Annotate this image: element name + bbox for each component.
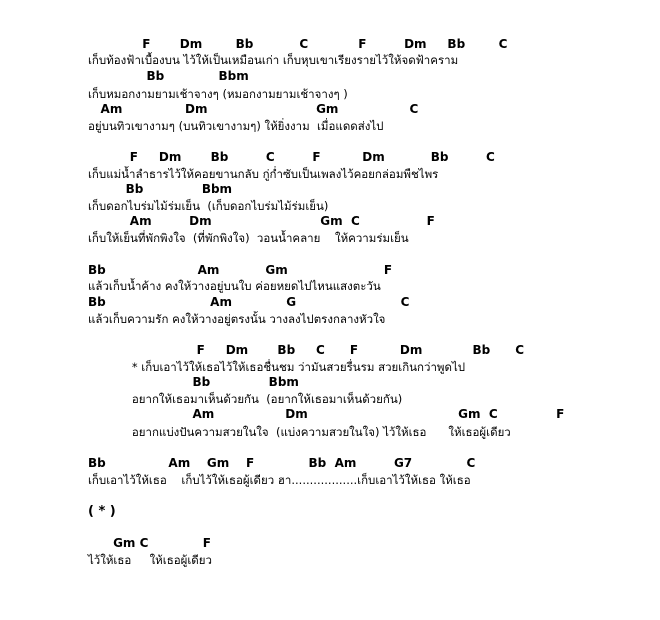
lyric-line: เก็บท้องฟ้าเบื้องบน ไว้ให้เป็นเหมือนเก่า เก็บหุบเขาเรียงรายไว้ให้จดฟ้าคราม <box>88 53 459 67</box>
lyric-line: ไว้ให้เธอ ให้เธอผู้เดียว <box>88 553 212 567</box>
lyric-line: * เก็บเอาไว้ให้เธอไว้ให้เธอชื่นชม ว่ามันสวยรื่นรม สวยเกินกว่าพูดไป <box>88 360 466 374</box>
chord-line: Bb Am Gm F <box>88 263 393 277</box>
chord-line: Bb Bbm <box>88 182 233 196</box>
chorus-repeat-marker: ( * ) <box>88 504 116 519</box>
lyric-line: เก็บเอาไว้ให้เธอ เก็บไว้ให้เธอผู้เดียว ฮา..................เก็บเอาไว้ให้เธอ ให้เธอ <box>88 473 471 487</box>
lyric-line: แล้วเก็บความรัก คงให้วางอยู่ตรงนั้น วางลงไปตรงกลางหัวใจ <box>88 312 386 326</box>
chord-line: Bb Am G C <box>88 295 410 309</box>
chord-line: Am Dm Gm C F <box>88 407 565 421</box>
lyric-line: เก็บให้เย็นที่พักพิงใจ (ที่พักพิงใจ) วอนน้ำคลาย ให้ความร่มเย็น <box>88 231 409 245</box>
lyric-line: เก็บแม่น้ำลำธารไว้ให้คอยขานกลับ กู่ก่ำซับเป็นเพลงไว้คอยกล่อมพืชไพร <box>88 167 439 181</box>
chord-line: Bb Bbm <box>88 375 299 389</box>
chord-line: Am Dm Gm C F <box>88 214 435 228</box>
lyric-line: อยากแบ่งปันความสวยในใจ (แบ่งความสวยในใจ) ไว้ให้เธอ ให้เธอผู้เดียว <box>88 425 511 439</box>
chord-line: Bb Am Gm F Bb Am G7 C <box>88 456 476 470</box>
chord-line: F Dm Bb C F Dm Bb C <box>88 150 495 164</box>
lyric-line: อยู่บนทิวเขางามๆ (บนทิวเขางามๆ) ให้ยิ่งงาม เมื่อแดดส่งไป <box>88 119 384 133</box>
chord-line: Gm C F <box>88 536 211 550</box>
lyric-line: แล้วเก็บน้ำค้าง คงให้วางอยู่บนใบ ค่อยหยดไปไหนแสงตะวัน <box>88 279 381 293</box>
lyric-line: เก็บหมอกงามยามเช้าจางๆ (หมอกงามยามเช้าจางๆ ) <box>88 87 348 101</box>
chord-line: Am Dm Gm C <box>88 102 419 116</box>
chord-line: F Dm Bb C F Dm Bb C <box>88 37 508 51</box>
chord-line: F Dm Bb C F Dm Bb C <box>88 343 525 357</box>
lyric-line: เก็บดอกไบร่มไม้ร่มเย็น (เก็บดอกไบร่มไม้ร่มเย็น) <box>88 199 329 213</box>
chord-line: Bb Bbm <box>88 69 249 83</box>
lyric-line: อยากให้เธอมาเห็นด้วยกัน (อยากให้เธอมาเห็นด้วยกัน) <box>88 392 403 406</box>
